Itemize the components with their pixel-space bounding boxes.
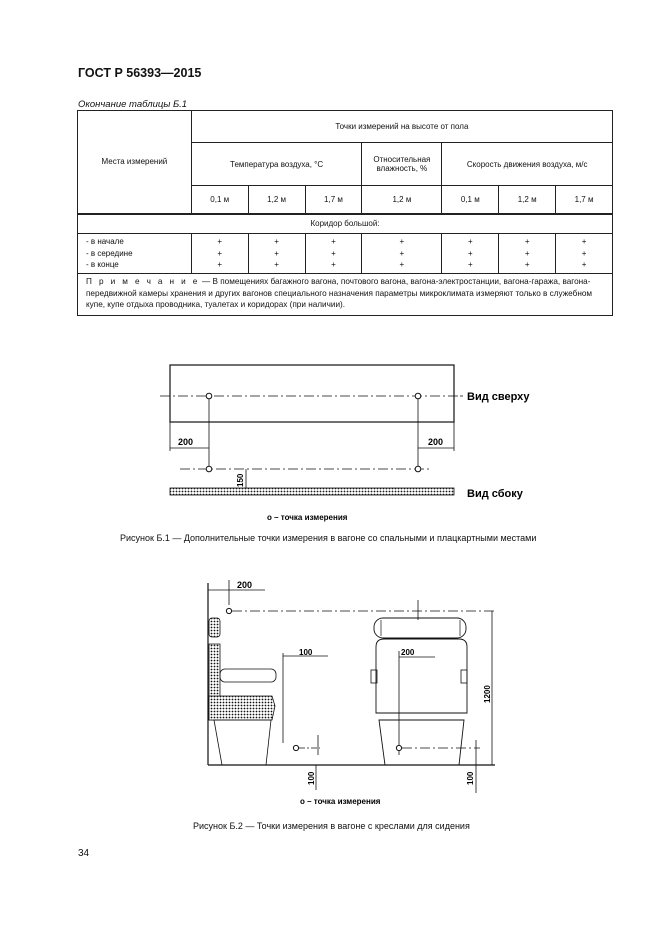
mark: +: [274, 260, 279, 270]
car-top-outline: [170, 365, 454, 422]
measure-point: [206, 393, 212, 399]
chair-back: [376, 639, 467, 713]
header-temperature: Температура воздуха, °С: [191, 143, 362, 186]
height-cell: 1,2 м: [362, 186, 442, 214]
mark: +: [467, 237, 473, 247]
dim-right-200: 200: [428, 437, 444, 447]
dim-left-200: 200: [178, 437, 194, 447]
mark: +: [331, 248, 336, 258]
mark: +: [274, 237, 279, 247]
header-places: Места измерений: [78, 111, 192, 214]
row-label: - в начале: [86, 237, 124, 247]
legend-measure-point: о – точка измерения: [267, 513, 348, 522]
dim-height-150: 150: [236, 473, 245, 487]
measure-point: [415, 466, 421, 472]
dim-seat-100: 100: [299, 648, 313, 657]
seat-cushion: [209, 696, 275, 720]
seat-base: [214, 720, 271, 765]
figure-b1-caption: Рисунок Б.1 — Дополнительные точки измерения в вагоне со спальными и плацкартными местами: [120, 533, 537, 543]
headrest: [209, 618, 220, 637]
measure-point: [396, 745, 401, 750]
page-number: 34: [78, 848, 90, 859]
legend-measure-point: о – точка измерения: [300, 797, 381, 806]
mark: +: [399, 260, 405, 270]
height-cell: 1,2 м: [499, 186, 556, 214]
row-label: - в середине: [86, 248, 133, 258]
chair-base: [379, 720, 464, 765]
measure-point: [293, 745, 298, 750]
document-title: ГОСТ Р 56393—2015: [78, 66, 202, 80]
figure-b2-caption: Рисунок Б.2 — Точки измерения в вагоне с креслами для сидения: [193, 821, 470, 831]
mark: +: [581, 260, 587, 270]
mark: +: [331, 260, 336, 270]
mark: +: [217, 260, 223, 270]
table-note: [78, 274, 613, 316]
dim-height-1200: 1200: [483, 685, 492, 703]
mark: +: [274, 248, 279, 258]
header-humidity: Относительная влажность, %: [362, 143, 442, 186]
mark: +: [524, 237, 530, 247]
mark: +: [399, 237, 405, 247]
mark: +: [467, 248, 473, 258]
floor-hatching: [170, 488, 454, 495]
mark: +: [524, 260, 530, 270]
label-top-view: Вид сверху: [467, 391, 530, 403]
armrest: [220, 669, 276, 682]
label-side-view: Вид сбоку: [467, 488, 523, 500]
height-cell: 1,7 м: [556, 186, 613, 214]
mark: +: [524, 248, 530, 258]
figure-b1: [160, 355, 560, 525]
mark: +: [581, 237, 587, 247]
height-cell: 1,7 м: [305, 186, 362, 214]
table-caption: Окончание таблицы Б.1: [78, 99, 188, 110]
dim-top-200: 200: [237, 580, 253, 590]
dim-floor-left-100: 100: [307, 771, 316, 785]
measure-point: [415, 393, 421, 399]
mark: +: [467, 260, 473, 270]
height-cell: 0,1 м: [442, 186, 499, 214]
height-cell: 0,1 м: [191, 186, 248, 214]
measure-point: [206, 466, 212, 472]
mark: +: [217, 248, 223, 258]
header-air-speed: Скорость движения воздуха, м/с: [442, 143, 613, 186]
mark: +: [331, 237, 336, 247]
note-lead: П р и м е ч а н и е: [86, 277, 200, 286]
header-points: Точки измерений на высоте от пола: [191, 111, 612, 143]
table-row: [78, 234, 613, 274]
dim-chair-200: 200: [401, 648, 415, 657]
section-label: Коридор большой:: [78, 214, 613, 234]
mark: +: [399, 248, 405, 258]
dim-floor-right-100: 100: [466, 771, 475, 785]
mark: +: [581, 248, 587, 258]
row-label: - в конце: [86, 260, 119, 270]
chair-headrest: [374, 618, 466, 638]
mark: +: [217, 237, 223, 247]
chair-arm-right: [461, 670, 467, 683]
figure-b2: [180, 575, 520, 810]
measurement-table: [77, 110, 613, 316]
note-text: — В помещениях багажного вагона, почтового вагона, вагона-электростанции, вагона-гаража, вагона-передвижной камеры хранения и других вагонов специального назначения параметры микроклимата измеряют только в служебном купе, купе отдыха проводника, туалетах и коридорах (при наличии).: [86, 277, 593, 309]
height-cell: 1,2 м: [248, 186, 305, 214]
measure-point: [226, 608, 231, 613]
